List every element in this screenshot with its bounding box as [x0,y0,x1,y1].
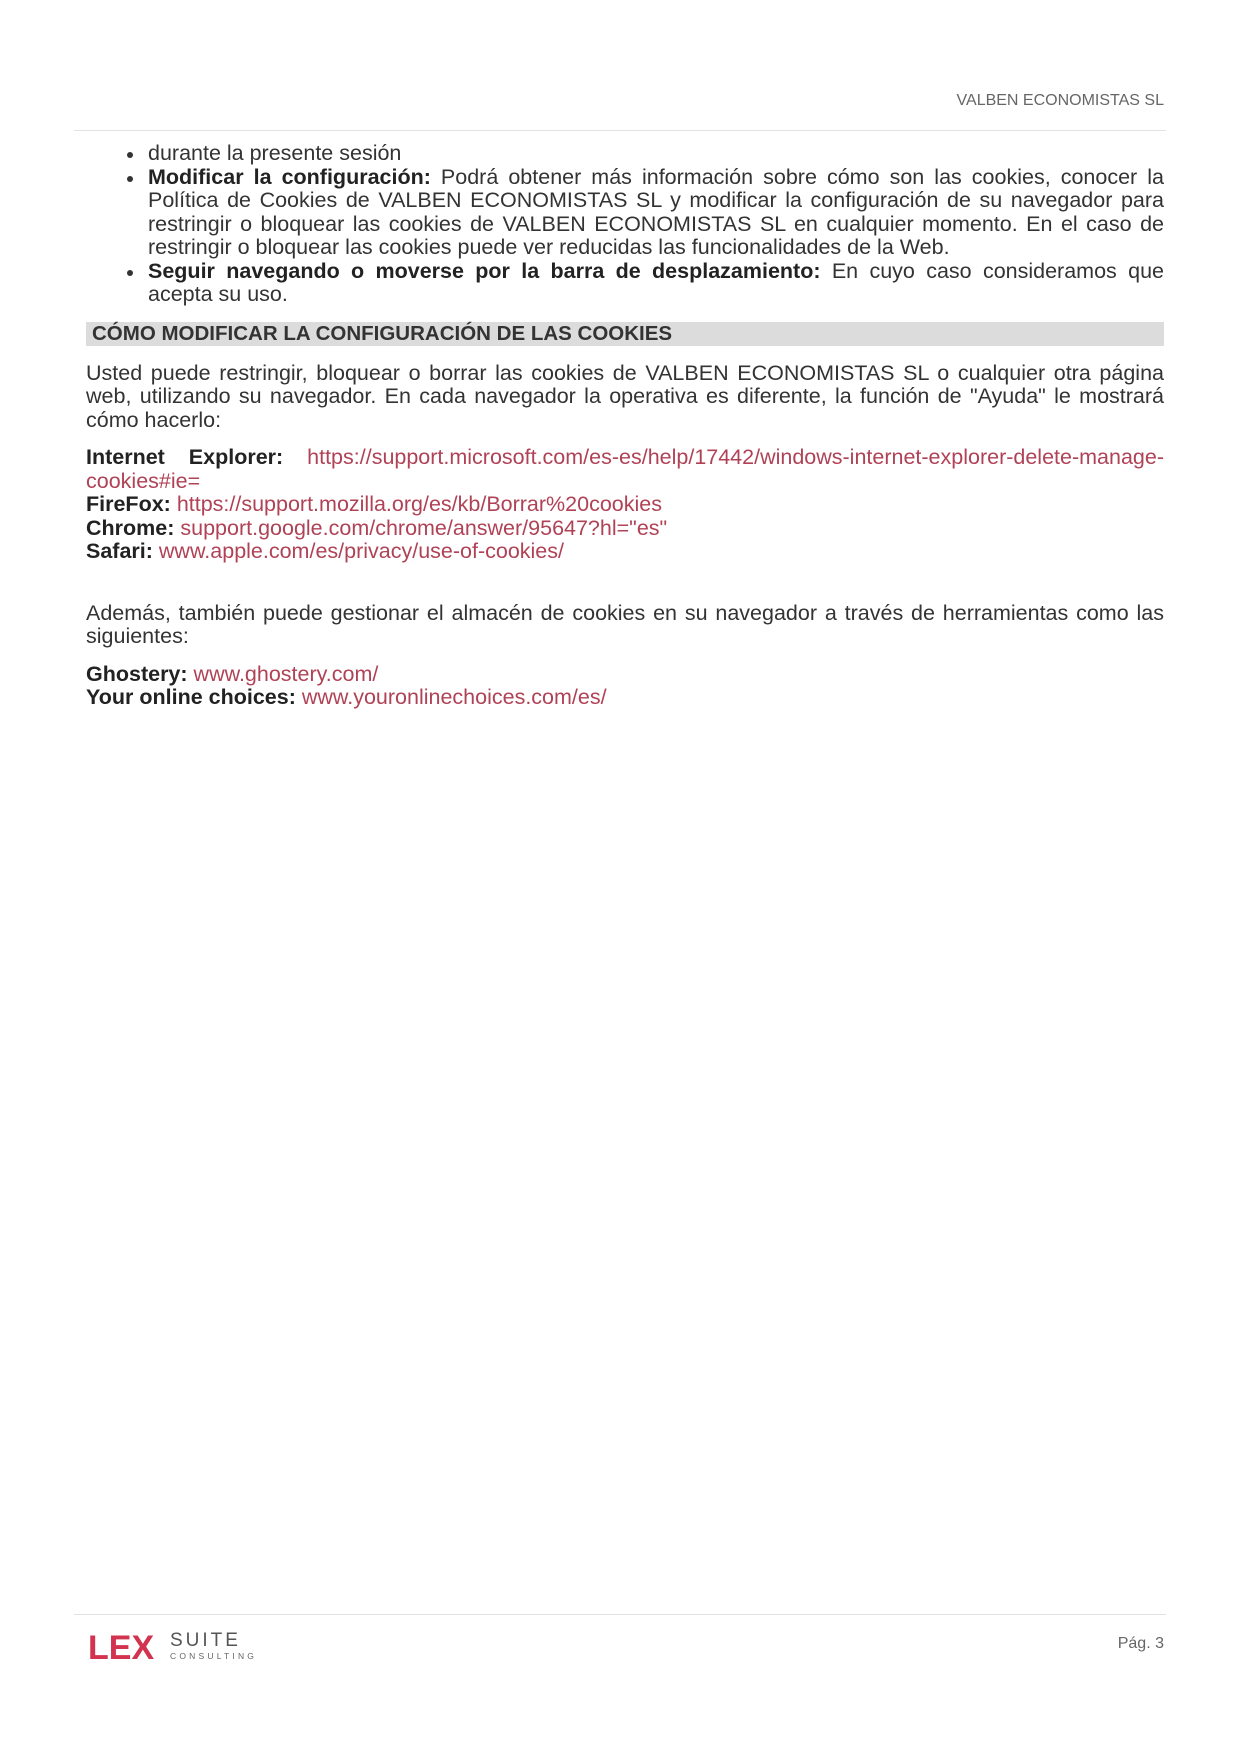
browser-link-row [86,540,1164,564]
footer-divider [74,1614,1166,1615]
document-body [86,142,1164,710]
browser-link-row [86,446,1164,493]
section-heading: CÓMO MODIFICAR LA CONFIGURACIÓN DE LAS COOKIES [86,322,1164,346]
list-item-text: Podrá obtener más información sobre cómo son las cookies, conocer la Política de Cookies de VALBEN ECONOMISTAS SL y modificar la configuración de su navegador para restringir o bloquear las cookies de VALBEN ECONOMISTAS SL en cualquier momento. En el caso de restringir o bloquear las cookies puede ver reducidas las funcionalidades de la Web. [148,164,1164,259]
tool-link-row [86,686,1164,710]
header-divider [74,130,1166,131]
list-item [86,142,1164,166]
logo-suite: SUITE [170,1630,241,1651]
section-intro-paragraph: Usted puede restringir, bloquear o borrar las cookies de VALBEN ECONOMISTAS SL o cualquier otra página web, utilizando su navegador. En cada navegador la operativa es diferente, la función de "Ayuda" le mostrará cómo hacerlo: [86,360,1164,432]
list-item-text: durante la presente sesión [148,141,402,165]
browser-link-safari[interactable]: www.apple.com/es/privacy/use-of-cookies/ [158,539,564,563]
browser-label: FireFox: [86,492,171,516]
header-company-name: VALBEN ECONOMISTAS SL [956,92,1164,109]
browser-link-chrome[interactable]: support.google.com/chrome/answer/95647?hl="es" [180,515,668,540]
tool-label: Ghostery: [86,661,188,686]
browser-link-row [86,517,1164,541]
tool-link-your-online-choices[interactable]: www.youronlinechoices.com/es/ [301,685,607,709]
tools-intro-paragraph: Además, también puede gestionar el almacén de cookies en su navegador a través de herramientas como las siguientes: [86,600,1164,648]
browser-links [86,446,1164,564]
list-item-label: Modificar la configuración: [148,164,431,189]
browser-label: Internet Explorer: [86,445,284,469]
logo-word: LEX [88,1629,155,1667]
list-item-text: En cuyo caso consideramos que acepta su uso. [148,258,1164,306]
list-item [86,260,1164,307]
logo-consulting: CONSULTING [170,1651,258,1661]
bullet-icon [127,152,133,158]
browser-label: Safari: [86,539,153,563]
page-number: Pág. 3 [1117,1635,1164,1652]
tool-link-ghostery[interactable]: www.ghostery.com/ [193,661,379,686]
bullet-icon [127,176,133,182]
tool-label: Your online choices: [86,685,296,709]
list-item-label: Seguir navegando o moverse por la barra de desplazamiento: [148,258,821,283]
browser-link-firefox[interactable]: https://support.mozilla.org/es/kb/Borrar%20cookies [176,492,662,516]
browser-label: Chrome: [86,515,175,540]
bullet-icon [127,270,133,276]
cookie-options-list [86,142,1164,307]
tool-link-row [86,663,1164,687]
list-item [86,166,1164,260]
tool-links [86,663,1164,710]
browser-link-row [86,493,1164,517]
browser-link-internet-explorer[interactable]: https://support.microsoft.com/es-es/help/17442/windows-internet-explorer-delete-manage-cookies#ie= [86,445,1164,493]
lex-suite-logo [88,1628,268,1668]
